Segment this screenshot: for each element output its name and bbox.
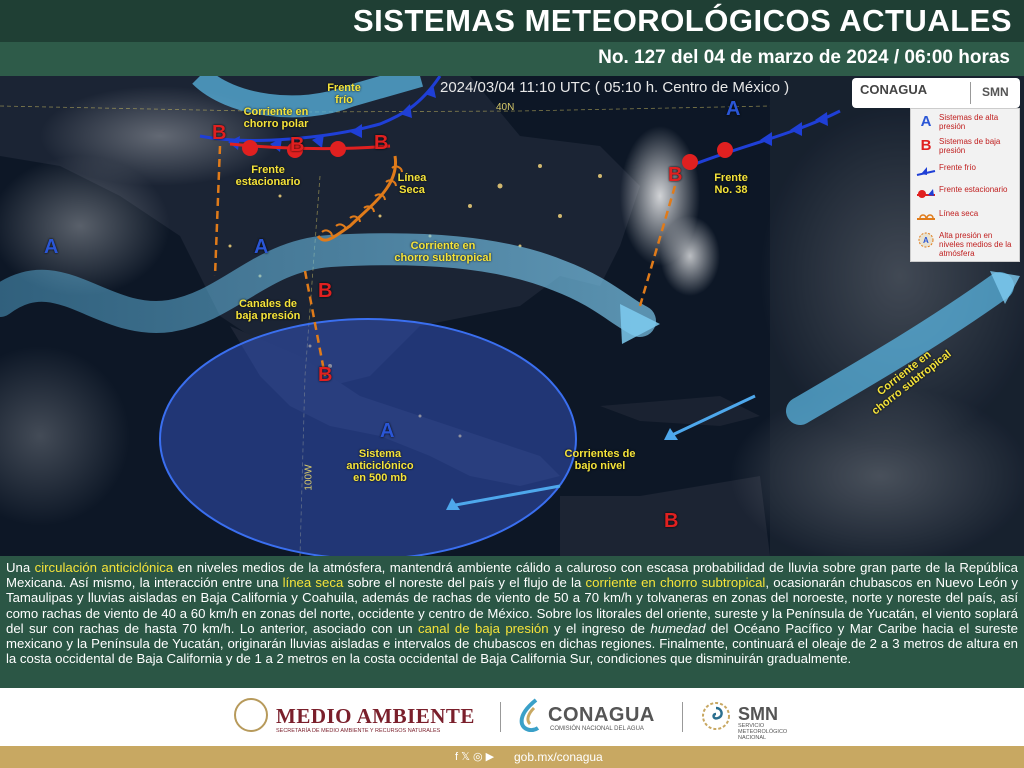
footer-divider xyxy=(682,702,683,732)
high-pressure-letter: A xyxy=(254,236,269,258)
low-pressure-icon: B xyxy=(920,137,932,154)
dry-line-icon xyxy=(915,209,937,227)
website-link[interactable]: gob.mx/conagua xyxy=(514,750,603,764)
high-pressure-letter: A xyxy=(380,420,395,442)
label-sistema-anticiclonico: Sistema anticiclónico en 500 mb xyxy=(346,448,414,484)
header-bar xyxy=(0,0,1024,42)
text-segment: del Océano Pacífico y Mar Caribe hacia el sureste mexicano y la Península de Yucatán, originarán lluvias aisladas e intervalos de chubascos en dichas regiones. Finalmente, continuará el oleaje de 2 a 3 metros de altura en la costa occidental de Baja California y de 1 a 2 metros en la costa occidental de Baja California Sur, condiciones que disminuirán gradualmente. xyxy=(6,620,1018,667)
low-pressure-letter: B xyxy=(212,122,227,144)
low-pressure-letter: B xyxy=(374,132,389,154)
label-frente-frio: Frente frío xyxy=(327,82,361,106)
smn-logo: SMN xyxy=(982,85,1009,99)
subheader-bar xyxy=(0,42,1024,76)
text-segment: en niveles medios de la atmósfera, mantendrá ambiente cálido a caluroso con escasa probabilidad de lluvia sobre gran parte de la República Mexicana. Así mismo, la interacción entre una xyxy=(6,560,1018,591)
text-segment: Una xyxy=(6,560,35,575)
social-icons[interactable]: f 𝕏 ◎ ▶ xyxy=(455,751,495,763)
legend-item xyxy=(915,183,1015,207)
svg-text:A: A xyxy=(923,236,929,245)
legend-label: Sistemas de alta presión xyxy=(939,113,999,131)
label-corriente-polar: Corriente en chorro polar xyxy=(243,106,309,130)
latitude-40n: 40N xyxy=(496,102,515,113)
conagua-footer-subtitle: COMISIÓN NACIONAL DEL AGUA xyxy=(550,726,644,732)
mexico-seal-icon xyxy=(234,698,268,732)
highlight-dry-line: línea seca xyxy=(282,575,344,591)
smn-swirl-icon xyxy=(700,700,732,732)
high-pressure-icon: A xyxy=(920,113,932,130)
legend-label: Alta presión en niveles medios de la atmósfera xyxy=(939,231,1012,258)
page-title: SISTEMAS METEOROLÓGICOS ACTUALES xyxy=(353,3,1012,38)
legend-item xyxy=(915,229,1015,258)
cold-front-icon xyxy=(915,163,937,181)
highlight-anticyclonic: circulación anticiclónica xyxy=(34,560,174,575)
map-legend xyxy=(910,108,1020,262)
bulletin-number-date: No. 127 del 04 de marzo de 2024 / 06:00 horas xyxy=(598,47,1010,68)
header-logos xyxy=(852,78,1020,108)
legend-label: Frente frío xyxy=(939,163,976,172)
high-pressure-letter: A xyxy=(44,236,59,258)
low-pressure-letter: B xyxy=(668,164,683,186)
text-segment: sobre el noreste del país y el flujo de la xyxy=(343,575,586,591)
map-graphics xyxy=(0,76,1024,556)
low-pressure-letter: B xyxy=(664,510,679,532)
legend-item xyxy=(915,207,1015,231)
legend-item xyxy=(915,111,1015,135)
text-segment: , ocasionarán chubascos en Nuevo León y Tamaulipas y lluvias aisladas en Baja California y Coahuila, además de rachas de viento de 50 a 70 km/h y tolvaneras en zonas del noroeste, norte y noreste del país, así como rachas de viento de 40 a 60 km/h en zonas del norte, occidente y centro de México. Sobre los litorales del oriente, sureste y la Península de Yucatán, el viento soplará del sur con rachas de hasta 70 km/h. Lo anterior, asociado con un xyxy=(6,575,1018,636)
medio-ambiente-subtitle: SECRETARÍA DE MEDIO AMBIENTE Y RECURSOS NATURALES xyxy=(276,728,441,734)
label-canales-baja-presion: Canales de baja presión xyxy=(235,298,301,322)
forecast-paragraph xyxy=(0,556,1024,666)
medio-ambiente-logo: MEDIO AMBIENTE xyxy=(276,704,475,728)
label-corriente-subtropical-east: Corriente en chorro subtropical xyxy=(869,348,954,418)
text-segment: y el ingreso de xyxy=(548,620,651,636)
low-pressure-letter: B xyxy=(318,280,333,302)
highlight-subtropical-jet: corriente en chorro subtropical xyxy=(585,575,766,591)
forecast-text-block xyxy=(0,556,1024,688)
legend-label: Sistemas de baja presión xyxy=(939,137,1001,155)
label-corrientes-bajo-nivel: Corrientes de bajo nivel xyxy=(564,448,636,472)
conagua-logo: CONAGUA xyxy=(860,82,928,97)
longitude-100w: 100W xyxy=(303,464,315,491)
footer-divider xyxy=(500,702,501,732)
label-linea-seca: Línea Seca xyxy=(397,172,427,196)
label-corriente-subtropical: Corriente en chorro subtropical xyxy=(394,240,492,264)
legend-label: Frente estacionario xyxy=(939,185,1008,194)
legend-item xyxy=(915,135,1015,159)
conagua-footer-logo: CONAGUA xyxy=(548,704,655,726)
logo-divider xyxy=(970,82,971,104)
legend-label: Línea seca xyxy=(939,209,979,218)
smn-footer-logo: SMN xyxy=(738,704,778,724)
label-frente-estacionario: Frente estacionario xyxy=(235,164,301,188)
high-500mb-icon xyxy=(915,231,937,249)
smn-footer-subtitle: SERVICIO METEOROLÓGICO NACIONAL xyxy=(738,723,788,741)
legend-item xyxy=(915,161,1015,185)
high-pressure-letter: A xyxy=(726,98,741,120)
conagua-drop-icon xyxy=(516,698,542,732)
highlight-low-pressure-channel: canal de baja presión xyxy=(417,620,549,636)
low-pressure-letter: B xyxy=(290,134,305,156)
bottom-bar xyxy=(0,746,1024,768)
stationary-front-icon xyxy=(915,185,937,203)
label-frente-38: Frente No. 38 xyxy=(714,172,748,196)
footer xyxy=(0,688,1024,746)
satellite-map xyxy=(0,76,1024,556)
low-pressure-letter: B xyxy=(318,364,333,386)
satellite-timestamp: 2024/03/04 11:10 UTC ( 05:10 h. Centro de México ) xyxy=(440,79,790,96)
italic-humidity: humedad xyxy=(650,620,706,636)
